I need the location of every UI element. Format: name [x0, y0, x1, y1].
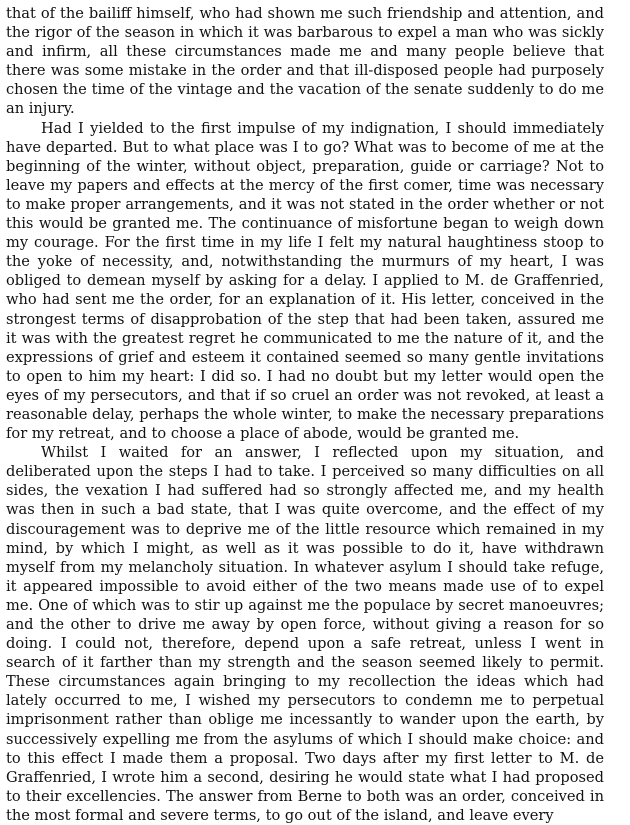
paragraph-3: Whilst I waited for an answer, I reflected upon my situation, and deliberated upon the steps I had to take. I perceived so many difficulties on all sides, the vexation I had suffered had so strongly affected me, and my health was then in such a bad state, that I was quite overcome, and the effect of my discouragement was to deprive me of the little resource which remained in my mind, by which I might, as well as it was possible to do it, have withdrawn myself from my melancholy situation. In whatever asylum I should take refuge, it appeared impossible to avoid either of the two means made use of to expel me. One of which was to stir up against me the populace by secret manoeuvres; and the other to drive me away by open force, without giving a reason for so doing. I could not, therefore, depend upon a safe retreat, unless I went in search of it farther than my strength and the season seemed likely to permit. These circumstances again bringing to my recollection the ideas which had lately occurred to me, I wished my persecutors to condemn me to perpetual imprisonment rather than oblige me incessantly to wander upon the earth, by successively expelling me from the asylums of which I should make choice: and to this effect I made them a proposal. Two days after my first letter to M. de Graffenried, I wrote him a second, desiring he would state what I had proposed to their excellencies. The answer from Berne to both was an order, conceived in the most formal and severe terms, to go out of the island, and leave every — [6, 444, 604, 824]
paragraph-1: that of the bailiff himself, who had shown me such friendship and attention, and the rigor of the season in which it was barbarous to expel a man who was sickly and infirm, all these circumstances made me and many people believe that there was some mistake in the order and that ill-disposed people had purposely chosen the time of the vintage and the vacation of the senate suddenly to do me an injury. — [6, 5, 604, 118]
paragraph-2: Had I yielded to the first impulse of my indignation, I should immediately have departed. But to what place was I to go? What was to become of me at the beginning of the winter, without object, preparation, guide or carriage? Not to leave my papers and effects at the mercy of the first comer, time was necessary to make proper arrangements, and it was not stated in the order whether or not this would be granted me. The continuance of misfortune began to weigh down my courage. For the first time in my life I felt my natural haughtiness stoop to the yoke of necessity, and, notwithstanding the murmurs of my heart, I was obliged to demean myself by asking for a delay. I applied to M. de Graffenried, who had sent me the order, for an explanation of it. His letter, conceived in the strongest terms of disapprobation of the step that had been taken, assured me it was with the greatest regret he communicated to me the nature of it, and the expressions of grief and esteem it contained seemed so many gentle invitations to open to him my heart: I did so. I had no doubt but my letter would open the eyes of my persecutors, and that if so cruel an order was not revoked, at least a reasonable delay, perhaps the whole winter, to make the necessary preparations for my retreat, and to choose a place of abode, would be granted me. — [6, 119, 604, 443]
